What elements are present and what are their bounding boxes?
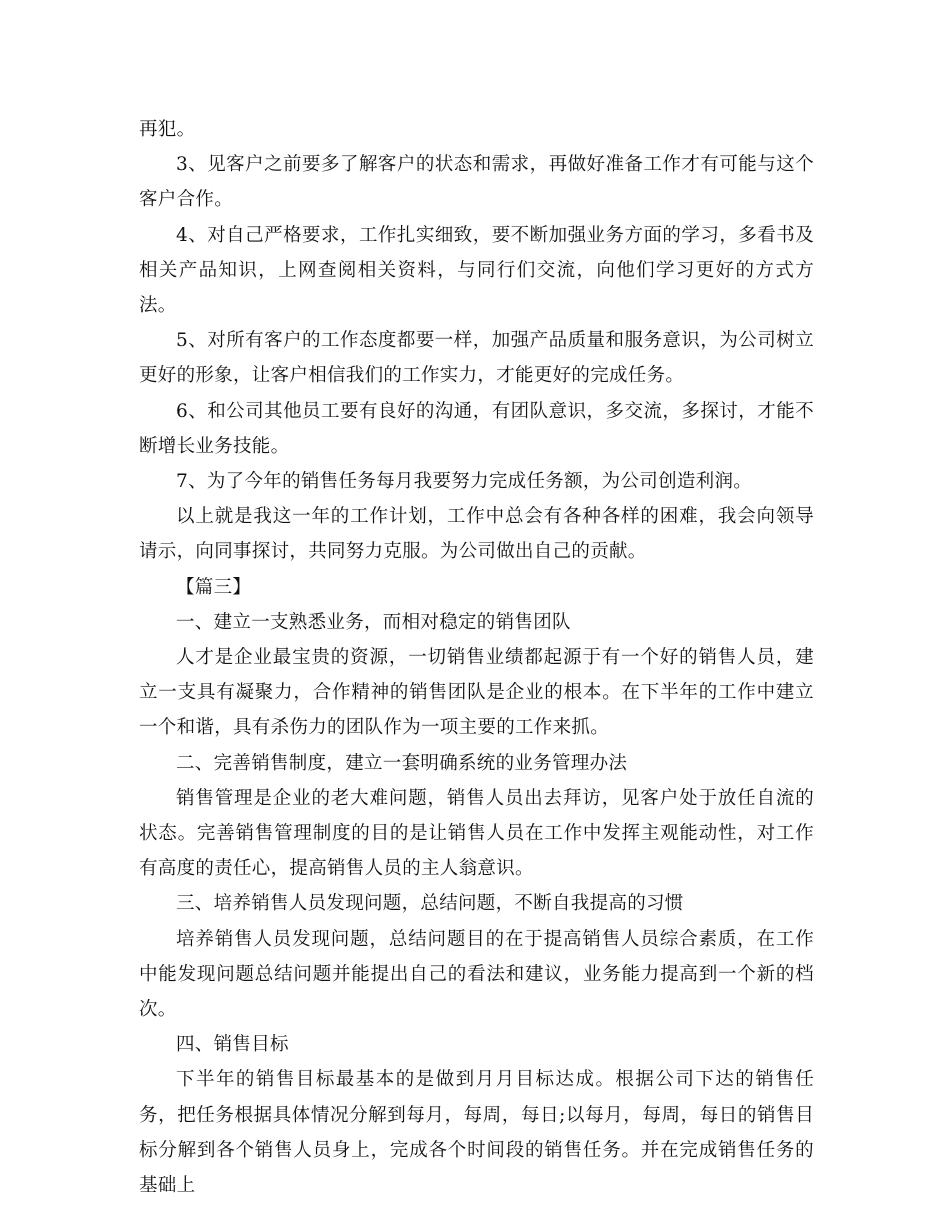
document-body: [139, 112, 814, 1203]
paragraph-2: 3、见客户之前要多了解客户的状态和需求，再做好准备工作才有可能与这个客户合作。: [139, 154, 814, 211]
paragraph-10: 培养销售人员发现问题，总结问题目的在于提高销售人员综合素质，在工作中能发现问题总结问题并能提出自己的看法和建议，业务能力提高到一个新的档次。: [139, 928, 814, 1021]
paragraph-11: 下半年的销售目标最基本的是做到月月目标达成。根据公司下达的销售任务，把任务根据具体情况分解到每月，每周，每日;以每月，每周，每日的销售目标分解到各个销售人员身上，完成各个时间段的销售任务。并在完成销售任务的基础上: [139, 1069, 814, 1197]
paragraph-6: 7、为了今年的销售任务每月我要努力完成任务额，为公司创造利润。: [176, 471, 753, 493]
subheading-three: 三、培养销售人员发现问题，总结问题，不断自我提高的习惯: [176, 893, 684, 915]
subheading-two: 二、完善销售制度，建立一套明确系统的业务管理办法: [176, 752, 628, 774]
paragraph-7: 以上就是我这一年的工作计划，工作中总会有各种各样的困难，我会向领导请示，向同事探讨，共同努力克服。为公司做出自己的贡献。: [139, 506, 814, 563]
paragraph-9: 销售管理是企业的老大难问题，销售人员出去拜访，见客户处于放任自流的状态。完善销售管理制度的目的是让销售人员在工作中发挥主观能动性，对工作有高度的责任心，提高销售人员的主人翁意识。: [139, 787, 814, 880]
subheading-one: 一、建立一支熟悉业务，而相对稳定的销售团队: [176, 611, 571, 633]
paragraph-5: 6、和公司其他员工要有良好的沟通，有团队意识，多交流，多探讨，才能不断增长业务技能。: [139, 400, 814, 457]
section-heading-part-three: 【篇三】: [176, 576, 252, 598]
paragraph-1: 再犯。: [139, 119, 196, 140]
paragraph-4: 5、对所有客户的工作态度都要一样，加强产品质量和服务意识，为公司树立更好的形象，让客户相信我们的工作实力，才能更好的完成任务。: [139, 330, 814, 387]
paragraph-8: 人才是企业最宝贵的资源，一切销售业绩都起源于有一个好的销售人员，建立一支具有凝聚力，合作精神的销售团队是企业的根本。在下半年的工作中建立一个和谐，具有杀伤力的团队作为一项主要的工作来抓。: [139, 647, 814, 739]
subheading-four: 四、销售目标: [176, 1034, 289, 1056]
paragraph-3: 4、对自己严格要求，工作扎实细致，要不断加强业务方面的学习，多看书及相关产品知识，上网查阅相关资料，与同行们交流，向他们学习更好的方式方法。: [139, 224, 814, 317]
